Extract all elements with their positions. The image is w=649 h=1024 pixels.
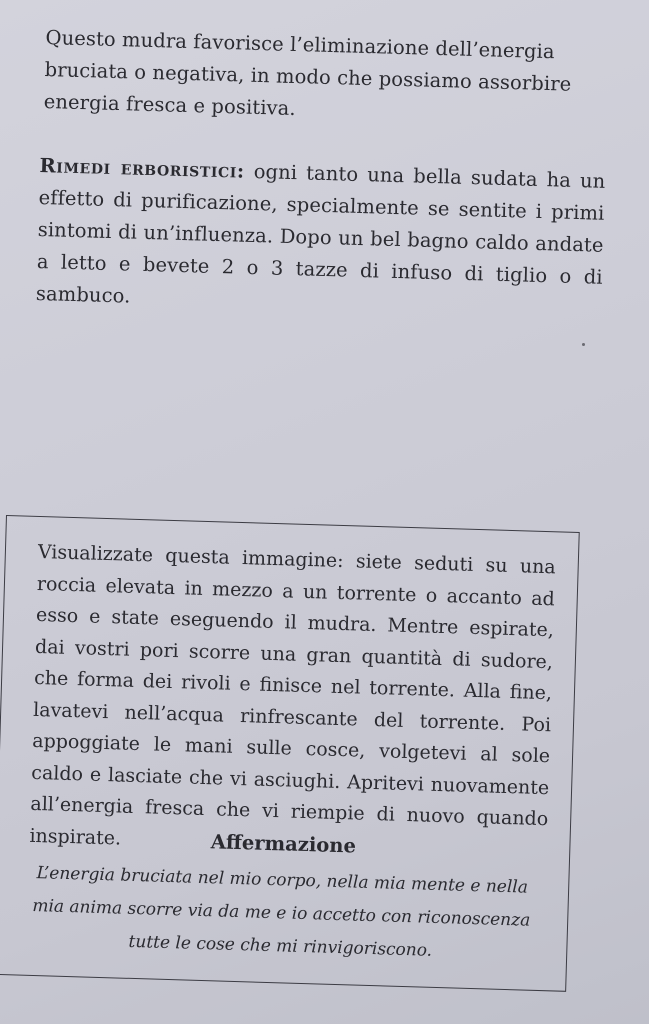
affirmation-text: L’energia bruciata nel mio corpo, nella mia mente e nella mia anima scorre via da me e io accetto con riconoscenza tutte le cose che mi rinvigoriscono. [32,863,531,961]
visualization-box [0,515,580,992]
affirmation-title: Affermazione [210,830,357,858]
intro-paragraph: Questo mudra favorisce l’eliminazione dell’energia bruciata o negativa, in modo che possiamo assorbire energia fresca e positiva. [43,25,572,121]
visualization-paragraph: Visualizzate questa immagine: siete seduti su una roccia elevata in mezzo a un torrente o accanto ad esso e state eseguendo il mudra. Mentre espirate, dai vostri pori scorre una gran quantità di sudore, che forma dei rivoli e finisce nel torrente. Alla fine, lavatevi nell’acqua rinfrescante del torrente. Poi appoggiate le mani sulle cosce, volgetevi al sole caldo e lasciate che vi asciughi. Apritevi nuovamente all’energia fresca che vi riempie di nuovo quando inspirate. [29,540,557,850]
herbal-remedies-text: ogni tanto una bella sudata ha un effetto di purificazione, specialmente se sentite i primi sintomi di un’influenza. Dopo un bel bagno caldo andate a letto e bevete 2 o 3 tazze di infuso di tiglio o di sambuco. [35,159,606,308]
paper-speck [582,343,585,346]
herbal-remedies-paragraph [36,150,606,326]
herbal-remedies-heading: Rimedi erboristici: [39,153,246,183]
